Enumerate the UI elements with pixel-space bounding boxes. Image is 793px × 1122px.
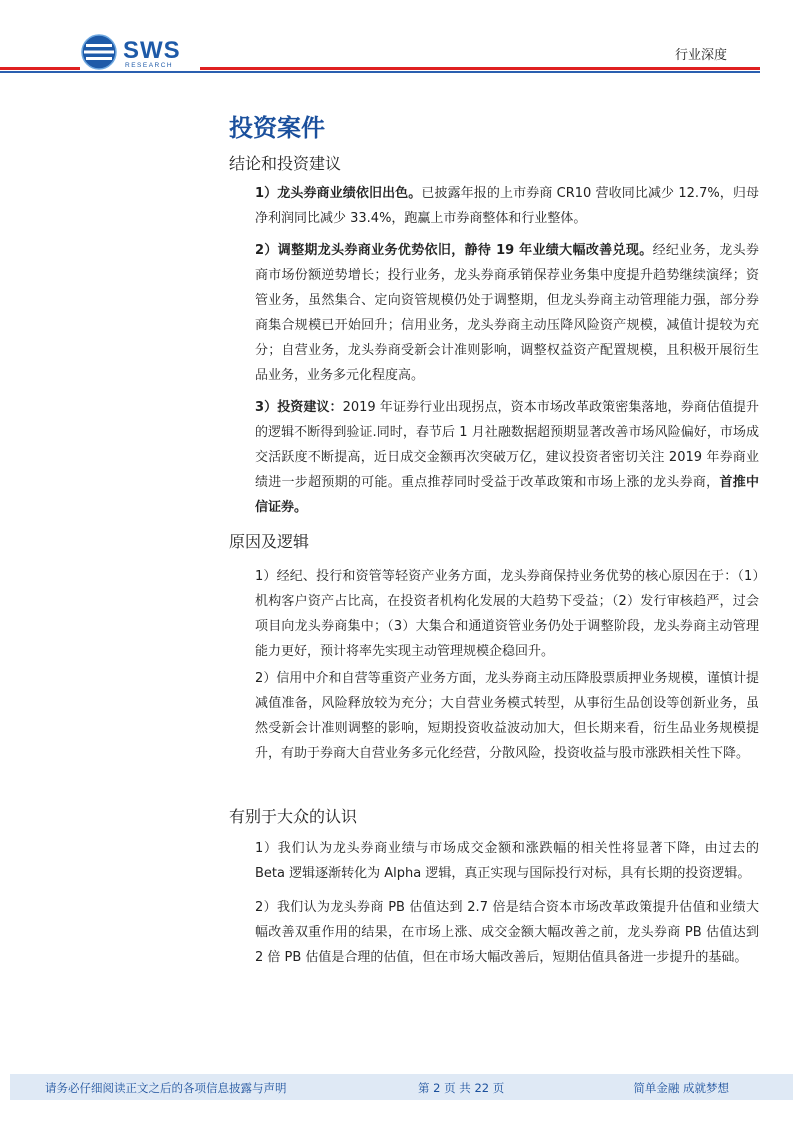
paragraph-bold-lead: 1）龙头券商业绩依旧出色。 <box>255 186 422 201</box>
logo-subtext: RESEARCH <box>125 62 174 69</box>
sws-logo <box>80 33 210 71</box>
paragraph-reasons-2: 2）信用中介和自营等重资产业务方面，龙头券商主动压降股票质押业务规模，谨慎计提减值准备，风险释放较为充分；大自营业务模式转型，从事衍生品创设等创新业务，虽然受新会计准则调整的影响，短期投资收益波动加大，但长期来看，衍生品业务规模提升，有助于券商大自营业务多元化经营，分散风险，投资收益与股市涨跌相关性下降。 <box>255 671 759 761</box>
paragraph-view-2: 2）我们认为龙头券商 PB 估值达到 2.7 倍是结合资本市场改革政策提升估值和业绩大幅改善双重作用的结果，在市场上涨、成交金额大幅改善之前，龙头券商 PB 估值达到 2 倍 PB 估值是合理的估值，但在市场大幅改善后，短期估值具备进一步提升的基础。 <box>255 900 759 965</box>
paragraph-bold-tail: 首推中信证券。 <box>255 475 759 515</box>
logo-text: SWS <box>123 37 181 64</box>
footer-disclaimer: 请务必仔细阅读正文之后的各项信息披露与声明 <box>45 1081 287 1095</box>
paragraph-view-1: 1）我们认为龙头券商业绩与市场成交金额和涨跌幅的相关性将显著下降，由过去的 Beta 逻辑逐渐转化为 Alpha 逻辑，真正实现与国际投行对标，具有长期的投资逻辑。 <box>255 841 759 881</box>
paragraph-conclusion-1 <box>229 181 759 231</box>
report-type-tag: 行业深度 <box>674 48 727 63</box>
paragraph-bold-lead: 3）投资建议： <box>255 400 343 415</box>
sws-logo-mark-icon <box>80 33 118 71</box>
header-rule-blue <box>0 71 760 73</box>
header-rule-red-right <box>200 67 760 70</box>
section-heading-reasons: 原因及逻辑 <box>229 532 310 551</box>
footer-page-number: 第 2 页 共 22 页 <box>418 1081 505 1095</box>
header-rule-red-left <box>0 67 80 70</box>
paragraph-conclusion-2 <box>229 238 759 388</box>
section-heading-conclusion: 结论和投资建议 <box>229 154 342 173</box>
paragraph-text: 2019 年证券行业出现拐点，资本市场改革政策密集落地，券商估值提升的逻辑不断得到验证.同时，春节后 1 月社融数据超预期显著改善市场风险偏好，市场成交活跃度不断提高，近日成交金额再次突破万亿，建议投资者密切关注 2019 年券商业绩进一步超预期的可能。重点推荐同时受益于改革政策和市场上涨的龙头券商， <box>255 400 759 490</box>
paragraph-conclusion-3 <box>229 395 759 520</box>
paragraph-reasons-1: 1）经纪、投行和资管等轻资产业务方面，龙头券商保持业务优势的核心原因在于：（1）机构客户资产占比高，在投资者机构化发展的大趋势下受益；（2）发行审核趋严，过会项目向龙头券商集中；（3）大集合和通道资管业务仍处于调整阶段，龙头券商主动管理能力更好，预计将率先实现主动管理规模企稳回升。 <box>255 569 759 659</box>
paragraph-bold-lead: 2）调整期龙头券商业务优势依旧，静待 19 年业绩大幅改善兑现。 <box>255 243 653 258</box>
page-title: 投资案件 <box>229 114 325 142</box>
paragraph-text: 经纪业务，龙头券商市场份额逆势增长；投行业务，龙头券商承销保荐业务集中度提升趋势继续演绎；资管业务，虽然集合、定向资管规模仍处于调整期，但龙头券商主动管理能力强，部分券商集合规模已开始回升；信用业务，龙头券商主动压降风险资产规模，减值计提较为充分；自营业务，龙头券商受新会计准则影响，调整权益资产配置规模，且积极开展衍生品业务，业务多元化程度高。 <box>255 243 759 383</box>
section-heading-distinct-view: 有别于大众的认识 <box>229 807 358 826</box>
page-footer <box>0 1074 793 1122</box>
footer-slogan: 简单金融 成就梦想 <box>633 1081 729 1095</box>
paragraph-text: 已披露年报的上市券商 CR10 营收同比减少 12.7%，归母净利润同比减少 33.4%，跑赢上市券商整体和行业整体。 <box>255 186 759 226</box>
